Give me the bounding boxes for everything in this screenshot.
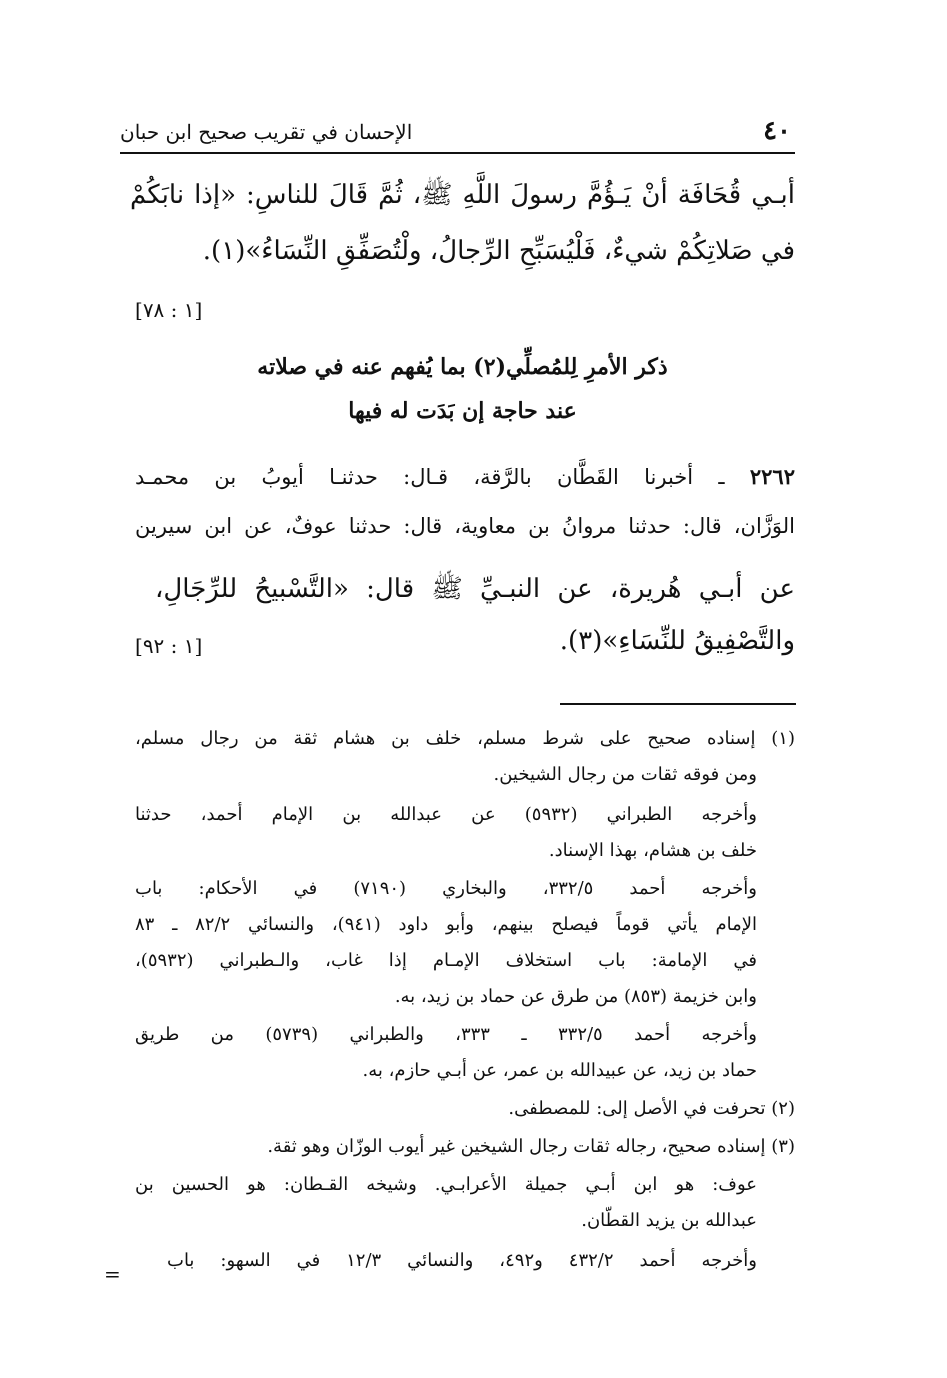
- hadith-number: ٢٢٦٢: [749, 464, 795, 489]
- footnote-divider: [560, 703, 796, 705]
- hadith-matn-line-1: عن أبـي هُريرة، عن النبـيِّ ﷺ قال: «التَّسْبيحُ للرِّجَالِ،: [155, 574, 795, 604]
- footnote-line-3: وأخرجه الطبراني (٥٩٣٢) عن عبدالله بن الإمام أحمد، حدثنا: [135, 804, 758, 825]
- footnote-line-2: ومن فوقه ثقات من رجال الشيخين.: [493, 764, 757, 785]
- hadith-isnad-text-1: ـ أخبرنا القَطَّان بالرَّقة، قـال: حدثنـا أيوبُ بن محمـد: [135, 465, 725, 489]
- footnote-line-10: حماد بن زيد، عن عبيدالله بن عمر، عن أبـي حازم، به.: [362, 1060, 757, 1081]
- footnote-line-4: خلف بن هشام، بهذا الإسناد.: [548, 840, 757, 861]
- footnote-line-1: (١) إسناده صحيح على شرط مسلم، خلف بن هشام ثقة من رجال مسلم،: [135, 728, 795, 749]
- footnote-line-8: وابن خزيمة (٨٥٣) من طرق عن حماد بن زيد، به.: [394, 986, 757, 1007]
- hadith-isnad-line-2: الوَزَّان، قال: حدثنا مروانُ بن معاوية، قال: حدثنا عوفٌ، عن ابن سيرين: [135, 514, 795, 538]
- reference-tag-1: [١ : ٧٨]: [135, 298, 203, 322]
- section-heading-line-1: ذكر الأمرِ لِلمُصلِّي(٢) بما يُفهم عنه في صلاته: [257, 354, 668, 380]
- hadith-matn-line-2: والتَّصْفِيقُ للنِّسَاءِ»(٣).: [559, 626, 795, 656]
- hadith-isnad-line-1: [135, 464, 795, 490]
- running-title: الإحسان في تقريب صحيح ابن حبان: [120, 120, 413, 144]
- section-heading-line-2: عند حاجة إن بَدَت له فيها: [348, 398, 577, 424]
- footnote-line-11: (٢) تحرفت في الأصل إلى: للمصطفى.: [508, 1098, 795, 1119]
- continuation-mark: =: [104, 1262, 121, 1286]
- footnote-line-9: وأخرجه أحمد ٣٣٢/٥ ـ ٣٣٣، والطبراني (٥٧٣٩) من طريق: [135, 1024, 757, 1045]
- page-header: [120, 112, 795, 154]
- footnote-line-15: وأخرجه أحمد ٤٣٢/٢ و٤٩٢، والنسائي ١٢/٣ في السهو: باب: [167, 1250, 757, 1271]
- footnote-line-14: عبدالله بن يزيد القطّان.: [581, 1210, 757, 1231]
- main-text-line-1: أبـي قُحَافَة أنْ يَـؤُمَّ رسولَ اللَّهِ ﷺ، ثُمَّ قَالَ للناسِ: «إذا نابَكُمْ: [130, 180, 795, 210]
- footnote-line-12: (٣) إسناده صحيح، رجاله ثقات رجال الشيخين غير أيوب الوزّان وهو ثقة.: [267, 1136, 795, 1157]
- footnote-line-7: في الإمامة: باب استخلاف الإمـام إذا غاب، والـطبراني (٥٩٣٢)،: [135, 950, 757, 971]
- footnote-line-13: عوف: هو ابن أبـي جميلة الأعرابـي. وشيخه القـطان: هو الحسين بن: [135, 1174, 757, 1195]
- footnote-line-6: الإمام يأتي قوماً فيصلح بينهم، وأبو داود (٩٤١)، والنسائي ٨٢/٢ ـ ٨٣: [135, 914, 757, 935]
- reference-tag-2: [١ : ٩٢]: [135, 634, 203, 658]
- main-text-line-2: في صَلاتِكُمْ شيءٌ، فَلْيُسَبِّحِ الرِّجالُ، ولْتُصَفِّقِ النِّسَاءُ»(١).: [202, 236, 795, 266]
- footnote-line-5: وأخرجه أحمد ٣٣٢/٥، والبخاري (٧١٩٠) في الأحكام: باب: [135, 878, 757, 899]
- page-number: ٤٠: [763, 116, 791, 146]
